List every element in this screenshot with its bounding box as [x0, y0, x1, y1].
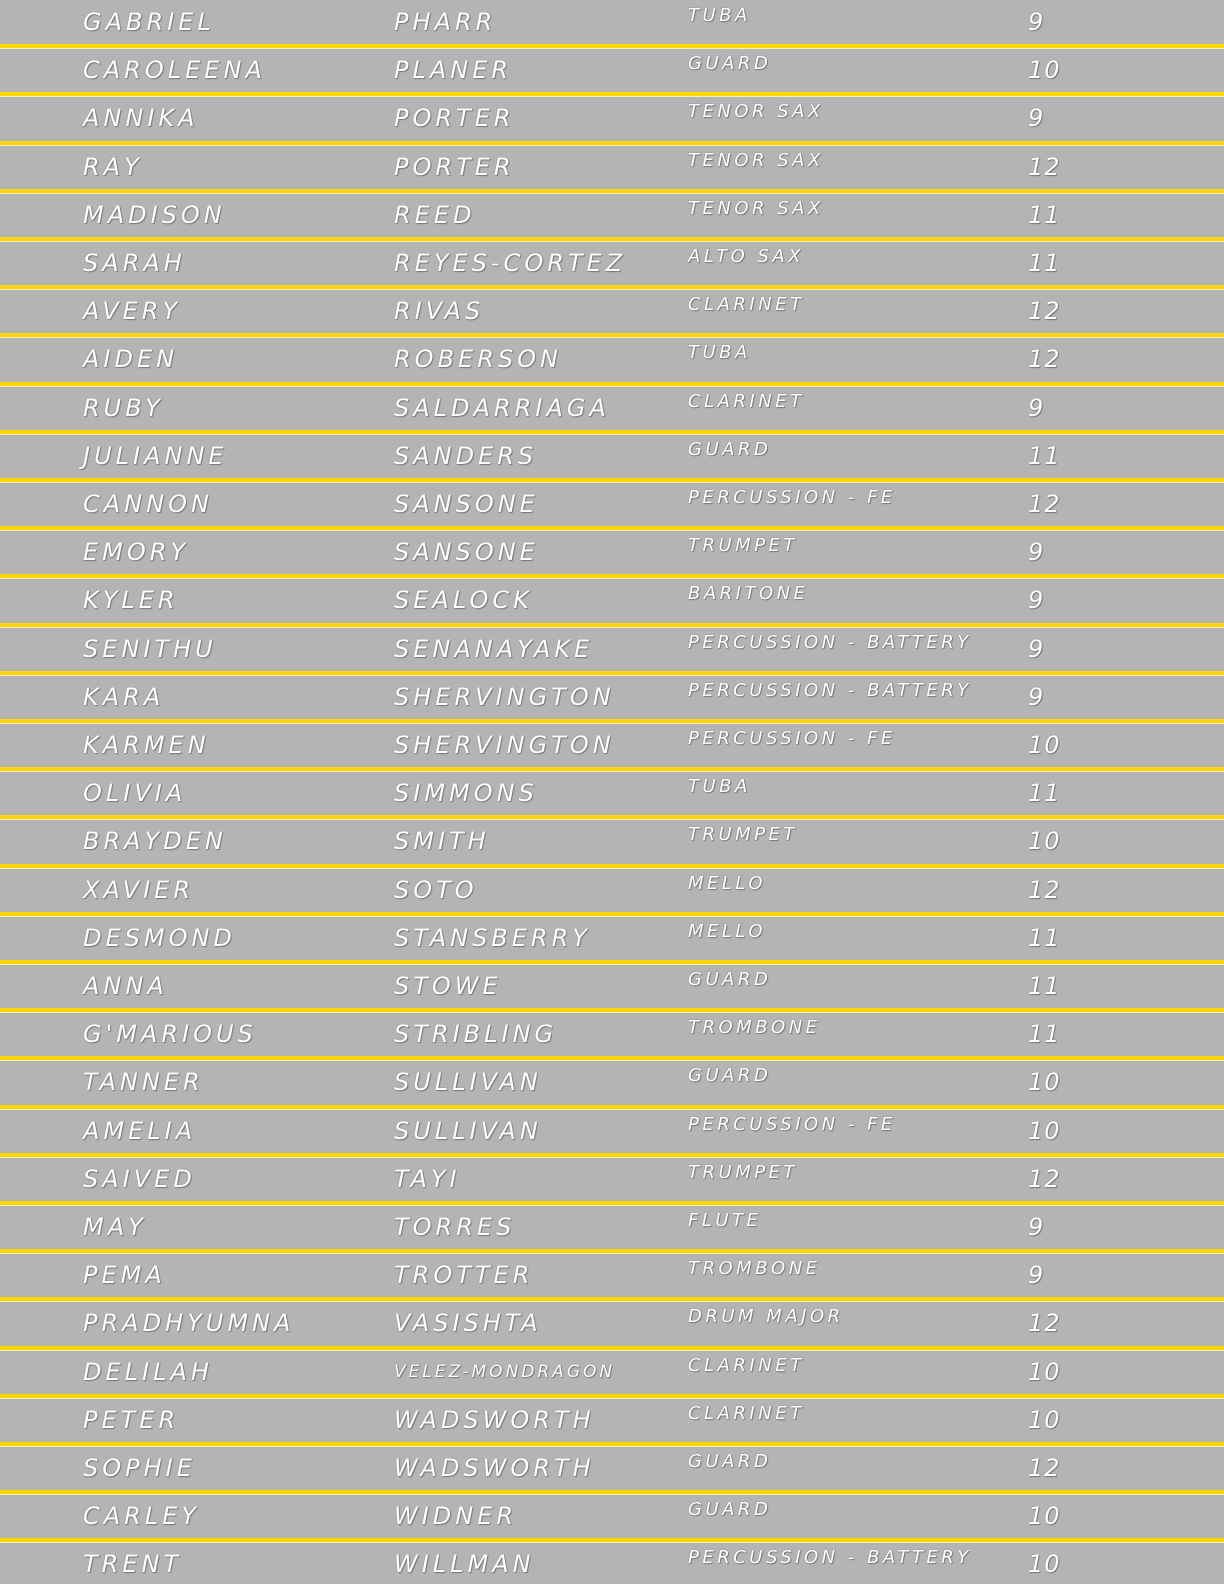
last-name-cell: WIDNER — [394, 1502, 518, 1531]
last-name-cell: SANDERS — [394, 441, 538, 470]
grade-cell: 9 — [1028, 586, 1045, 615]
last-name-cell: SULLIVAN — [394, 1068, 542, 1097]
first-name-cell: KARMEN — [83, 731, 210, 759]
grade-cell: 10 — [1028, 1357, 1061, 1386]
last-name-cell: SANSONE — [394, 538, 539, 567]
first-name-cell: DELILAH — [83, 1357, 213, 1386]
last-name-cell: PLANER — [394, 56, 513, 85]
grade-cell: 10 — [1028, 731, 1061, 759]
section-cell: GUARD — [688, 438, 772, 460]
section-cell: MELLO — [688, 920, 767, 942]
section-cell: TUBA — [688, 776, 751, 798]
roster-row — [0, 530, 1224, 578]
grade-cell: 11 — [1028, 441, 1061, 470]
roster-row — [0, 145, 1224, 193]
last-name-cell: WADSWORTH — [394, 1454, 595, 1482]
last-name-cell: PORTER — [394, 152, 515, 181]
last-name-cell: STANSBERRY — [394, 923, 591, 952]
first-name-cell: AMELIA — [83, 1116, 197, 1145]
section-cell: BARITONE — [688, 583, 809, 605]
last-name-cell: SALDARRIAGA — [394, 393, 610, 422]
first-name-cell: RUBY — [83, 393, 164, 422]
section-cell: TRUMPET — [688, 824, 798, 846]
first-name-cell: G'MARIOUS — [83, 1020, 257, 1049]
last-name-cell: SHERVINGTON — [394, 731, 615, 759]
first-name-cell: EMORY — [83, 538, 190, 567]
last-name-cell: REYES-CORTEZ — [394, 249, 627, 277]
roster-row — [0, 1060, 1224, 1108]
section-cell: CLARINET — [688, 1354, 805, 1376]
grade-cell: 10 — [1028, 827, 1061, 856]
grade-cell: 12 — [1028, 875, 1061, 904]
roster-row — [0, 1542, 1224, 1584]
grade-cell: 9 — [1028, 538, 1045, 567]
section-cell: GUARD — [688, 1451, 772, 1472]
roster-row — [0, 1157, 1224, 1205]
last-name-cell: WILLMAN — [394, 1550, 535, 1579]
roster-row — [0, 868, 1224, 916]
first-name-cell: SOPHIE — [83, 1454, 196, 1482]
first-name-cell: SAIVED — [83, 1164, 196, 1193]
section-cell: TROMBONE — [688, 1017, 821, 1039]
grade-cell: 11 — [1028, 200, 1061, 229]
section-cell: PERCUSSION - BATTERY — [688, 679, 972, 701]
section-cell: CLARINET — [688, 1402, 805, 1424]
roster-row — [0, 386, 1224, 434]
roster-row — [0, 0, 1224, 48]
first-name-cell: TRENT — [83, 1550, 183, 1579]
last-name-cell: SHERVINGTON — [394, 682, 615, 711]
first-name-cell: DESMOND — [83, 923, 236, 952]
grade-cell: 10 — [1028, 1550, 1061, 1579]
last-name-cell: SOTO — [394, 875, 478, 904]
section-cell: PERCUSSION - FE — [688, 487, 896, 508]
last-name-cell: SMITH — [394, 827, 490, 856]
roster-row — [0, 1398, 1224, 1446]
roster-row — [0, 96, 1224, 144]
grade-cell: 9 — [1028, 682, 1045, 711]
grade-cell: 9 — [1028, 393, 1045, 422]
section-cell: PERCUSSION - FE — [688, 1113, 896, 1135]
section-cell: CLARINET — [688, 294, 805, 316]
roster-row — [0, 771, 1224, 819]
roster-row — [0, 819, 1224, 867]
last-name-cell: SEALOCK — [394, 586, 533, 615]
grade-cell: 11 — [1028, 972, 1061, 1000]
last-name-cell: VASISHTA — [394, 1309, 542, 1338]
section-cell: GUARD — [688, 1065, 772, 1087]
first-name-cell: JULIANNE — [83, 441, 228, 470]
section-cell: TUBA — [688, 5, 751, 26]
last-name-cell: TROTTER — [394, 1261, 534, 1290]
first-name-cell: SARAH — [83, 249, 186, 277]
grade-cell: 12 — [1028, 297, 1061, 326]
roster-row — [0, 241, 1224, 289]
section-cell: GUARD — [688, 1499, 772, 1521]
first-name-cell: MADISON — [83, 200, 226, 229]
grade-cell: 9 — [1028, 634, 1045, 663]
grade-cell: 10 — [1028, 1502, 1061, 1531]
last-name-cell: REED — [394, 200, 476, 229]
first-name-cell: CAROLEENA — [83, 56, 266, 85]
grade-cell: 12 — [1028, 345, 1061, 374]
section-cell: PERCUSSION - BATTERY — [688, 631, 972, 653]
grade-cell: 10 — [1028, 1068, 1061, 1097]
roster-row — [0, 916, 1224, 964]
section-cell: CLARINET — [688, 390, 805, 412]
roster-row — [0, 1446, 1224, 1494]
first-name-cell: ANNIKA — [83, 104, 199, 133]
section-cell: MELLO — [688, 872, 767, 894]
last-name-cell: SENANAYAKE — [394, 634, 594, 663]
roster-row — [0, 337, 1224, 385]
last-name-cell: WADSWORTH — [394, 1405, 595, 1434]
section-cell: DRUM MAJOR — [688, 1306, 844, 1328]
last-name-cell: RIVAS — [394, 297, 485, 326]
last-name-cell: SULLIVAN — [394, 1116, 542, 1145]
section-cell: TUBA — [688, 342, 751, 364]
roster-row — [0, 578, 1224, 626]
section-cell: FLUTE — [688, 1210, 762, 1231]
roster-row — [0, 1350, 1224, 1398]
first-name-cell: ANNA — [83, 972, 168, 1000]
first-name-cell: OLIVIA — [83, 779, 187, 808]
roster-row — [0, 482, 1224, 530]
roster-row — [0, 1494, 1224, 1542]
first-name-cell: PRADHYUMNA — [83, 1309, 295, 1338]
grade-cell: 11 — [1028, 923, 1061, 952]
grade-cell: 9 — [1028, 104, 1045, 133]
grade-cell: 12 — [1028, 1164, 1061, 1193]
last-name-cell: TAYI — [394, 1164, 461, 1193]
first-name-cell: KYLER — [83, 586, 179, 615]
first-name-cell: AIDEN — [83, 345, 179, 374]
grade-cell: 10 — [1028, 1405, 1061, 1434]
first-name-cell: RAY — [83, 152, 143, 181]
first-name-cell: SENITHU — [83, 634, 217, 663]
first-name-cell: PETER — [83, 1405, 180, 1434]
grade-cell: 12 — [1028, 1454, 1061, 1482]
roster-row — [0, 1012, 1224, 1060]
section-cell: TRUMPET — [688, 535, 798, 557]
first-name-cell: MAY — [83, 1213, 147, 1241]
grade-cell: 11 — [1028, 1020, 1061, 1049]
roster-row — [0, 964, 1224, 1012]
grade-cell: 11 — [1028, 249, 1061, 277]
section-cell: GUARD — [688, 969, 772, 990]
grade-cell: 11 — [1028, 779, 1061, 808]
roster-row — [0, 675, 1224, 723]
first-name-cell: CARLEY — [83, 1502, 201, 1531]
section-cell: TENOR SAX — [688, 197, 824, 219]
first-name-cell: BRAYDEN — [83, 827, 227, 856]
grade-cell: 10 — [1028, 56, 1061, 85]
roster-row — [0, 193, 1224, 241]
section-cell: TROMBONE — [688, 1258, 821, 1280]
roster-row — [0, 434, 1224, 482]
first-name-cell: CANNON — [83, 490, 213, 518]
roster-row — [0, 723, 1224, 771]
first-name-cell: KARA — [83, 682, 165, 711]
last-name-cell: STOWE — [394, 972, 502, 1000]
last-name-cell: PHARR — [394, 8, 497, 36]
section-cell: TENOR SAX — [688, 101, 824, 123]
first-name-cell: TANNER — [83, 1068, 204, 1097]
first-name-cell: XAVIER — [83, 875, 194, 904]
last-name-cell: SANSONE — [394, 490, 539, 518]
last-name-cell: TORRES — [394, 1213, 516, 1241]
roster-row — [0, 289, 1224, 337]
roster-row — [0, 1253, 1224, 1301]
last-name-cell: VELEZ-MONDRAGON — [394, 1361, 616, 1382]
last-name-cell: STRIBLING — [394, 1020, 558, 1049]
grade-cell: 9 — [1028, 8, 1045, 36]
section-cell: ALTO SAX — [688, 246, 805, 267]
section-cell: PERCUSSION - BATTERY — [688, 1547, 972, 1569]
last-name-cell: PORTER — [394, 104, 515, 133]
first-name-cell: PEMA — [83, 1261, 166, 1290]
section-cell: TRUMPET — [688, 1161, 798, 1183]
roster-row — [0, 1109, 1224, 1157]
roster-row — [0, 48, 1224, 96]
section-cell: TENOR SAX — [688, 149, 824, 171]
section-cell: PERCUSSION - FE — [688, 728, 896, 749]
grade-cell: 12 — [1028, 1309, 1061, 1338]
roster-row — [0, 627, 1224, 675]
section-cell: GUARD — [688, 53, 772, 75]
first-name-cell: AVERY — [83, 297, 182, 326]
grade-cell: 9 — [1028, 1261, 1045, 1290]
roster-row — [0, 1301, 1224, 1349]
grade-cell: 10 — [1028, 1116, 1061, 1145]
grade-cell: 9 — [1028, 1213, 1045, 1241]
grade-cell: 12 — [1028, 152, 1061, 181]
last-name-cell: SIMMONS — [394, 779, 538, 808]
first-name-cell: GABRIEL — [83, 8, 215, 36]
roster-row — [0, 1205, 1224, 1253]
grade-cell: 12 — [1028, 490, 1061, 518]
last-name-cell: ROBERSON — [394, 345, 562, 374]
